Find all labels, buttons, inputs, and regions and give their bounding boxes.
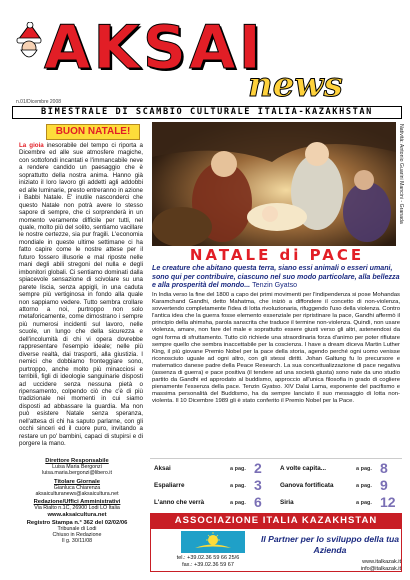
closed-date: Il g. 30/11/08 bbox=[61, 538, 93, 545]
association-banner: ASSOCIAZIONE ITALIA KAZAKHSTAN bbox=[150, 513, 402, 528]
director-title: Direttore Responsabile bbox=[45, 458, 109, 464]
masthead-sublogo: news bbox=[248, 65, 343, 105]
toc-item[interactable] bbox=[154, 478, 274, 494]
toc-item-page: 12 bbox=[380, 494, 396, 510]
subtitle-band: BIMESTRALE DI SCAMBIO CULTURALE ITALIA-KAZAKHSTAN bbox=[12, 106, 402, 119]
toc-item-label: A volte capita... bbox=[280, 465, 326, 472]
santa-icon bbox=[14, 22, 44, 62]
photo-credit: Natività: Antonio Guarini Mancini - Granada bbox=[398, 124, 404, 224]
toc-item-page: 2 bbox=[254, 460, 262, 476]
toc-item-label: Ganova fortificata bbox=[280, 482, 334, 489]
toc-item-label: Aksai bbox=[154, 465, 171, 472]
editorial-text bbox=[19, 142, 143, 448]
ad-web-contacts bbox=[321, 559, 401, 572]
masthead-logo: AKSAI bbox=[44, 13, 264, 83]
registry-number: Registro Stampa n.° 362 del 02/02/06 bbox=[26, 519, 128, 526]
toc-item-page: 3 bbox=[254, 477, 262, 493]
toc-item-page: 8 bbox=[380, 460, 388, 476]
toc-item[interactable] bbox=[154, 495, 274, 511]
editorial-title: BUON NATALE! bbox=[46, 124, 140, 140]
office-title: Redazione/Uffici Amministrativi bbox=[33, 499, 121, 506]
ad-fax: fax.: +39.02.36 59 67 bbox=[182, 561, 234, 568]
toc-item-pag: a pag. bbox=[230, 466, 246, 472]
toc-item[interactable] bbox=[280, 478, 400, 494]
article-title: NATALE di PACE bbox=[189, 246, 365, 264]
toc-item-pag: a pag. bbox=[356, 500, 372, 506]
toc-item-label: Espaliarre bbox=[154, 482, 185, 489]
owner-name: Gianluca Chiarenza bbox=[53, 484, 101, 491]
association-ad bbox=[150, 528, 402, 572]
website-link[interactable]: www.aksaicultura.net bbox=[47, 511, 107, 518]
issue-number: n.01/Dicembre 2008 bbox=[16, 99, 62, 105]
toc-item-page: 6 bbox=[254, 494, 262, 510]
director-name: Luisa Maria Bergonzi bbox=[52, 464, 102, 471]
article-body: In India verso la fine del 1800 a capo dei primi movimenti per l'indipendenza si pose Mohandas Karamchand Gandhi, detto Mahatma, che iniziò a diffondere il concetto di non-violenza, sovvertendo completamente l'idea di lotta rivoluzionaria, rifuggendo l'uso della violenza. Contro l'antica idea che la guerra fosse elemento essenziale per ripristinare la pace, Gandhi affermò il principio della ahimsha, parola sanscrita che traduce il termine non-violenza. Quindi, non usare violenza, amare, non fare del male e soprattutto essere giusti verso gli altri, astenendosi da ogni forma di sfruttamento. Tutto ciò richiede una straordinaria forza d'animo per poter rifiutare sempre quello che sembra inaccettabile per la coscienza. I have a dream diceva Martin Luther King, il più giovane Premio Nobel per la pace della storia, agendo perché ogni uomo venisse riconosciuto uguale ad ogni altro, con gli stessi diritti. Johan Galtung fu lo precursore e matematico danese padre della Peace Research. La sua concettualizzazione di pace negativa (assenza di guerra) e pace positiva (il tendere ad una società giusta) sono nate da uno studio partito da Gandhi ed approdato al buddismo, approccio all'unica filosofia in grado di cogliere pienamente l'essenza della pace. Tenzin Gyatso. XIV Dalai Lama, esponente del pacifismo e massima personalità del Buddismo, ha da sempre lanciato il suo messaggio di lotta non-violenta. Il 10 Dicembre 1989 gli è stato conferito il Premio Nobel per la Pace. bbox=[152, 292, 400, 405]
colophon bbox=[14, 458, 140, 545]
toc-item-label: Siria bbox=[280, 499, 294, 506]
owner-title: Titolare Giornale bbox=[54, 478, 100, 485]
editorial-lead: La gioia bbox=[19, 142, 44, 149]
ad-email[interactable]: info@italkazak.it bbox=[360, 565, 401, 572]
owner-email[interactable]: aksaiculturanews@aksaicultura.net bbox=[35, 491, 119, 498]
toc-item-pag: a pag. bbox=[230, 483, 246, 489]
toc-item-page: 9 bbox=[380, 477, 388, 493]
toc-item-pag: a pag. bbox=[356, 483, 372, 489]
toc-item[interactable] bbox=[154, 461, 274, 477]
ad-contacts bbox=[153, 555, 263, 568]
quote-author: Tenzin Gyatso bbox=[252, 281, 298, 290]
editorial-body: inesorabile del tempo ci riporta a Dicembre ed alle sue atmosfere magiche, con sottofondi incantati e l'immancabile neve a rendere candido un paesaggio che è soprattutto della nostra anima. Hanno già iniziato il loro lavoro gli addetti agli addobbi ed alle luminarie, presto entreranno in azione i Babbi Natale. E' inutile nasconderci che questo Natale non potrà avere lo stesso sapore di sempre, che ci sorprenderà in un momento veramente difficile per tutti, nel quale, molto più del solito, sentiamo vacillare le nostre certezze, sia pur fragili. L'economia mondiale in queste ultime settimane ci ha fatto capire come le nostre attese per il futuro fossero illusorie e mal riposte nelle mani degli abili stregoni del nulla e degli imbonitori globali. Ci sentiamo dominati dalla spiacevole sensazione di scivolare su una parete liscia, senza appigli, in una caduta sempre più vertiginosa in fondo alla quale non sappiamo vedere. Tutto sembra crollare attorno a noi, purtroppo non solo metaforicamente, come dimostrano i sempre più numerosi incidenti sul lavoro, nelle scuole, un lungo che della sicurezza e dell'incolumità di chi vi opera dovrebbe rappresentare l'esempio ideale; nelle più diverse realtà, dai trasporti, alla giustizia. I nemici che dobbiamo fronteggiare sono, purtroppo, anche molto più minacciosi e terribili, figli di ideologie sanguinarie disposti ad uccidere senza nessuna pietà o ripensamento, colpendo ciò che c'è di più tradizionale nei momenti in cui siamo disposti ad abbassare la guardia. Ma non può esistere Natale senza speranza, nell'attesa di chi ha saputo parlarne, con gli occhi sinceri ed il cuore puro, invitando a restare un po' bambini, capaci di stupirsi e di porgere la mano. bbox=[19, 142, 143, 448]
nativity-photo bbox=[152, 122, 396, 246]
toc-item-pag: a pag. bbox=[356, 466, 372, 472]
court-name: Tribunale di Lodi bbox=[57, 526, 97, 533]
closed-label: Chiuso in Redazione bbox=[52, 532, 102, 539]
nativity-painting-icon bbox=[152, 122, 396, 246]
ad-website[interactable]: www.italkazak.it bbox=[362, 559, 401, 565]
quote-text: Le creature che abitano questa terra, siano essi animali o esseri umani, sono qui per contribuire, ciascuno nel suo modo particolare, alla bellezza e alla prosperità del mondo... bbox=[152, 264, 400, 290]
ad-slogan: Il Partner per lo sviluppo della tua Azienda bbox=[261, 534, 400, 555]
toc-item-pag: a pag. bbox=[230, 500, 246, 506]
toc-item[interactable] bbox=[280, 495, 400, 511]
ad-tel[interactable]: tel.: +39.02.36 59 66 25/6 bbox=[176, 555, 240, 561]
director-email[interactable]: luisa.maria.bergonzi@libero.it bbox=[42, 470, 112, 477]
article-quote bbox=[152, 264, 400, 290]
kazakh-sun-eagle-emblem-icon bbox=[181, 531, 245, 553]
toc-item-label: L'anno che verrà bbox=[154, 499, 205, 506]
toc-item[interactable] bbox=[280, 461, 400, 477]
office-address: Via Rialto n.1C, 26900 Lodi LO Italia bbox=[34, 505, 120, 512]
masthead bbox=[0, 0, 410, 108]
table-of-contents bbox=[150, 458, 402, 512]
